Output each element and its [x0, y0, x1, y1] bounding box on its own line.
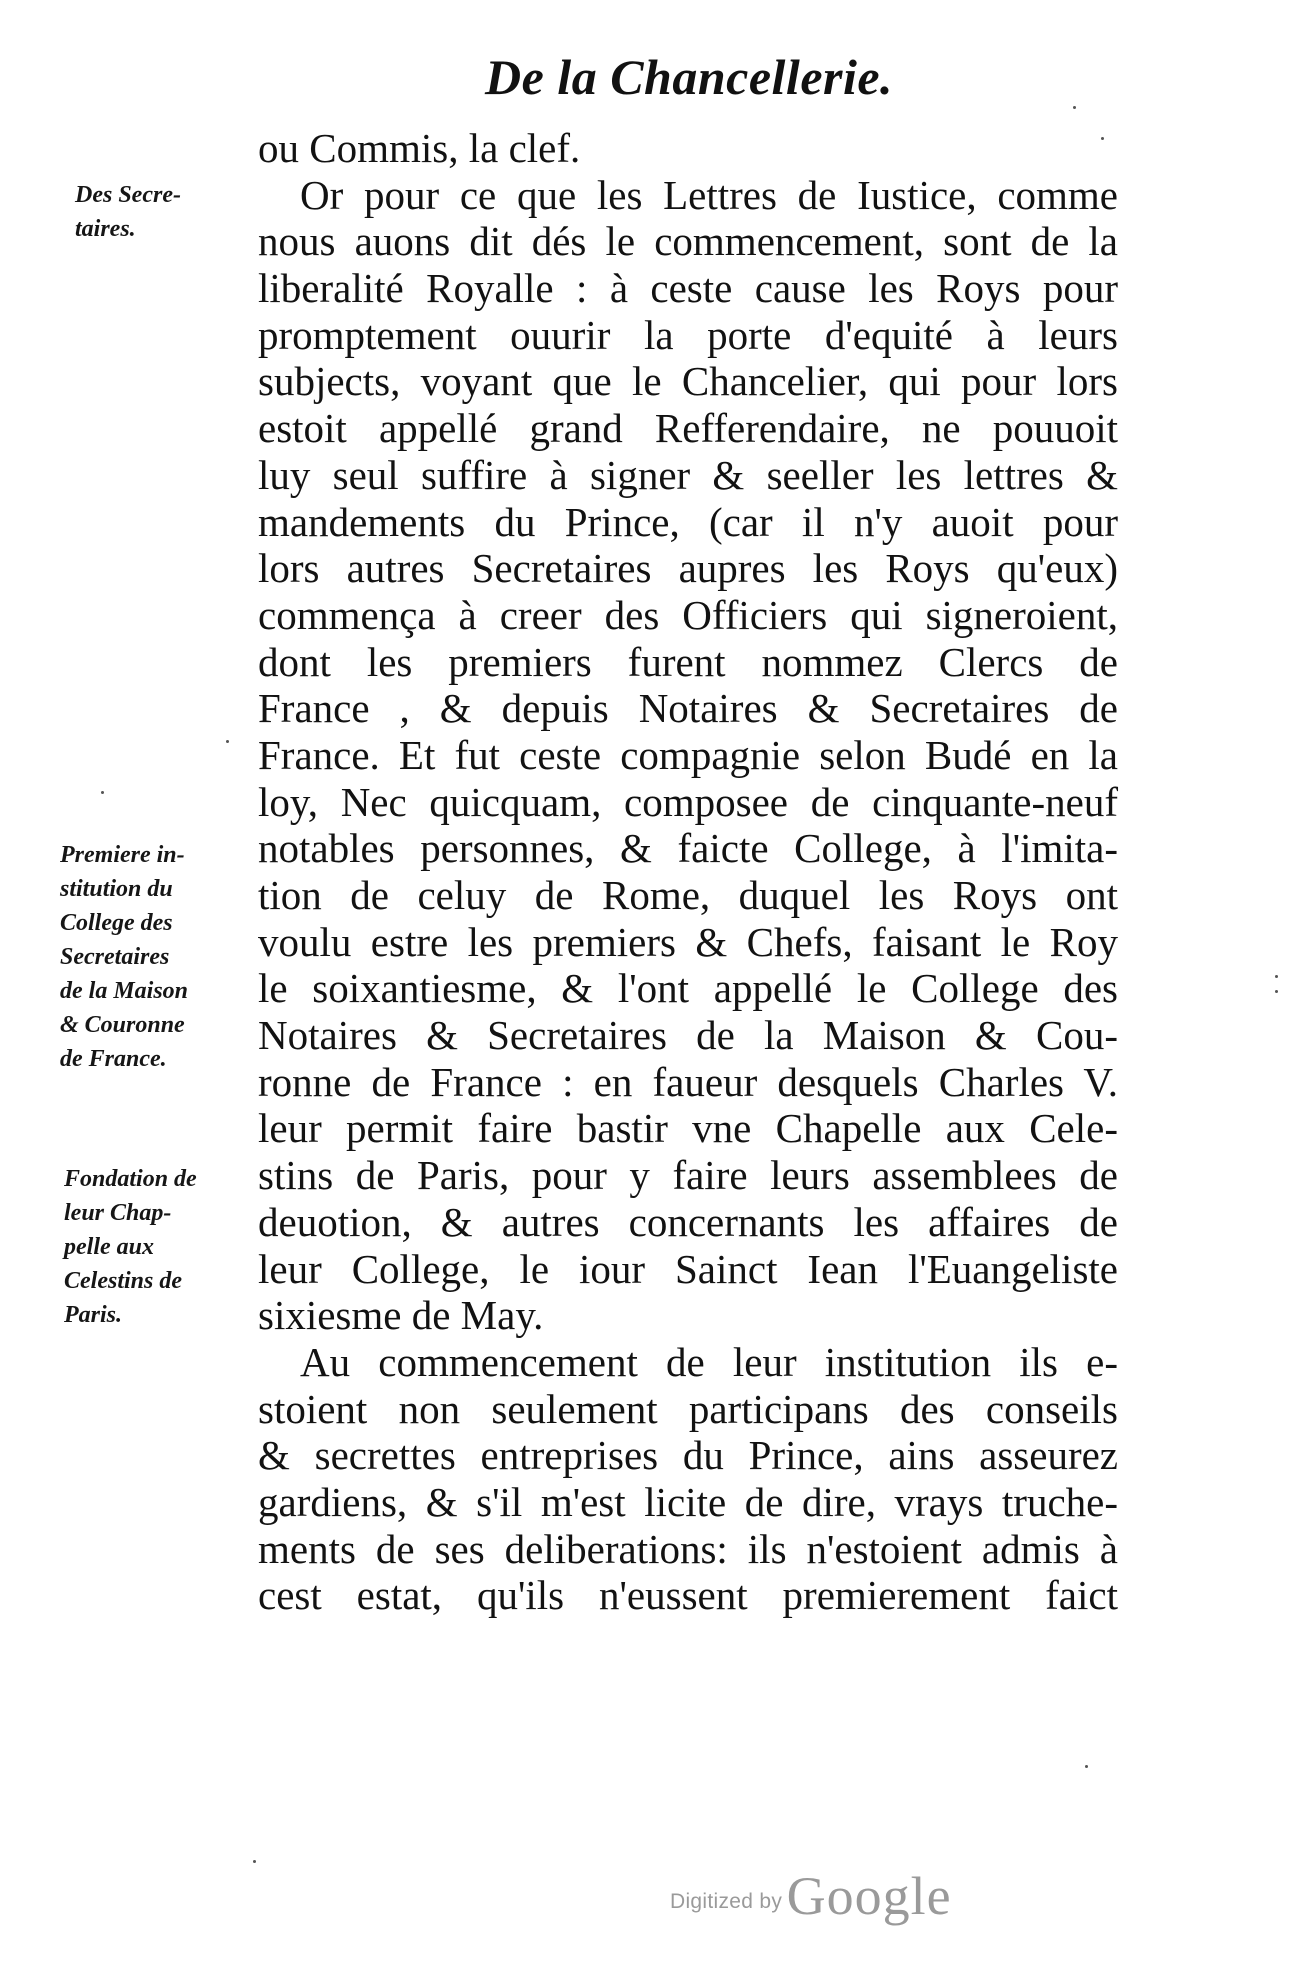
marginal-note-line: Secretaires [60, 944, 170, 970]
marginal-note-line: College des [60, 910, 173, 936]
marginal-note [75, 178, 181, 246]
scan-speck [253, 1860, 256, 1863]
text-line: ments de ses deliberations: ils n'estoient admis à [258, 1525, 1118, 1572]
marginal-note-line: de France. [60, 1046, 167, 1072]
watermark-prefix: Digitized by [670, 1890, 783, 1913]
text-line: loy, Nec quicquam, composee de cinquante-neuf [258, 778, 1118, 825]
marginal-note [64, 1162, 197, 1332]
text-line: commença à creer des Officiers qui signeroient, [258, 591, 1118, 638]
marginal-note-line: Paris. [64, 1302, 123, 1328]
text-line: mandements du Prince, (car il n'y auoit pour [258, 498, 1118, 545]
text-line: cest estat, qu'ils n'eussent premierement faict [258, 1572, 1118, 1619]
text-line: Au commencement de leur institution ils e- [300, 1338, 1118, 1385]
text-line: estoit appellé grand Refferendaire, ne pouuoit [258, 405, 1118, 452]
marginal-note-line: Celestins de [64, 1268, 182, 1294]
text-line: subjects, voyant que le Chancelier, qui pour lors [258, 358, 1118, 405]
text-line: luy seul suffire à signer & seeller les lettres & [258, 451, 1118, 498]
text-line: ou Commis, la clef. [258, 125, 581, 171]
text-line: Or pour ce que les Lettres de Iustice, comme [300, 171, 1118, 218]
text-line: deuotion, & autres concernants les affaires de [258, 1198, 1118, 1245]
text-line: leur College, le iour Sainct Iean l'Euangeliste [258, 1245, 1118, 1292]
text-line: ronne de France : en faueur desquels Charles V. [258, 1058, 1118, 1105]
main-text-block [258, 125, 1118, 1619]
running-head: De la Chancellerie. [485, 49, 894, 105]
marginal-note [60, 838, 188, 1076]
text-line: tion de celuy de Rome, duquel les Roys ont [258, 872, 1118, 918]
text-line: voulu estre les premiers & Chefs, faisant le Roy [258, 918, 1118, 965]
text-line: stoient non seulement participans des conseils [258, 1385, 1118, 1432]
marginal-note-line: taires. [75, 216, 136, 242]
text-line: & secrettes entreprises du Prince, ains asseurez [258, 1432, 1118, 1479]
text-line: Notaires & Secretaires de la Maison & Cou- [258, 1012, 1118, 1059]
scan-speck [1275, 975, 1278, 978]
text-line: stins de Paris, pour y faire leurs assemblees de [258, 1152, 1118, 1199]
marginal-note-line: Fondation de [64, 1166, 197, 1192]
text-line: France , & depuis Notaires & Secretaires de [258, 685, 1118, 732]
text-line: notables personnes, & faicte College, à l'imita- [258, 825, 1118, 872]
scan-speck [1073, 106, 1076, 109]
marginal-note-line: pelle aux [64, 1234, 154, 1260]
text-line: gardiens, & s'il m'est licite de dire, vrays truche- [258, 1478, 1118, 1525]
scan-speck [1275, 990, 1278, 993]
text-line: le soixantiesme, & l'ont appellé le College des [258, 965, 1118, 1012]
text-line: promptement ouurir la porte d'equité à leurs [258, 311, 1118, 358]
scan-speck [1101, 137, 1104, 140]
marginal-note-line: stitution du [60, 876, 173, 902]
text-line: lors autres Secretaires aupres les Roys qu'eux) [258, 545, 1118, 592]
text-line: France. Et fut ceste compagnie selon Budé en la [258, 731, 1118, 778]
marginal-note-line: Premiere in- [60, 842, 185, 868]
text-line: sixiesme de May. [258, 1292, 544, 1339]
marginal-note-line: de la Maison [60, 978, 189, 1004]
text-line: liberalité Royalle : à ceste cause les Roys pour [258, 265, 1118, 312]
scan-speck [101, 791, 104, 794]
scan-speck [226, 740, 229, 743]
digitized-by-google-watermark [670, 1865, 952, 1927]
text-line: leur permit faire bastir vne Chapelle aux Cele- [258, 1105, 1118, 1152]
marginal-note-line: & Couronne [60, 1012, 185, 1038]
marginal-note-line: leur Chap- [64, 1200, 172, 1226]
scan-speck [1085, 1765, 1088, 1768]
google-logo: Google [786, 1866, 952, 1926]
text-line: nous auons dit dés le commencement, sont de la [258, 218, 1118, 265]
text-line: dont les premiers furent nommez Clercs de [258, 638, 1118, 685]
marginal-note-line: Des Secre- [75, 182, 181, 208]
